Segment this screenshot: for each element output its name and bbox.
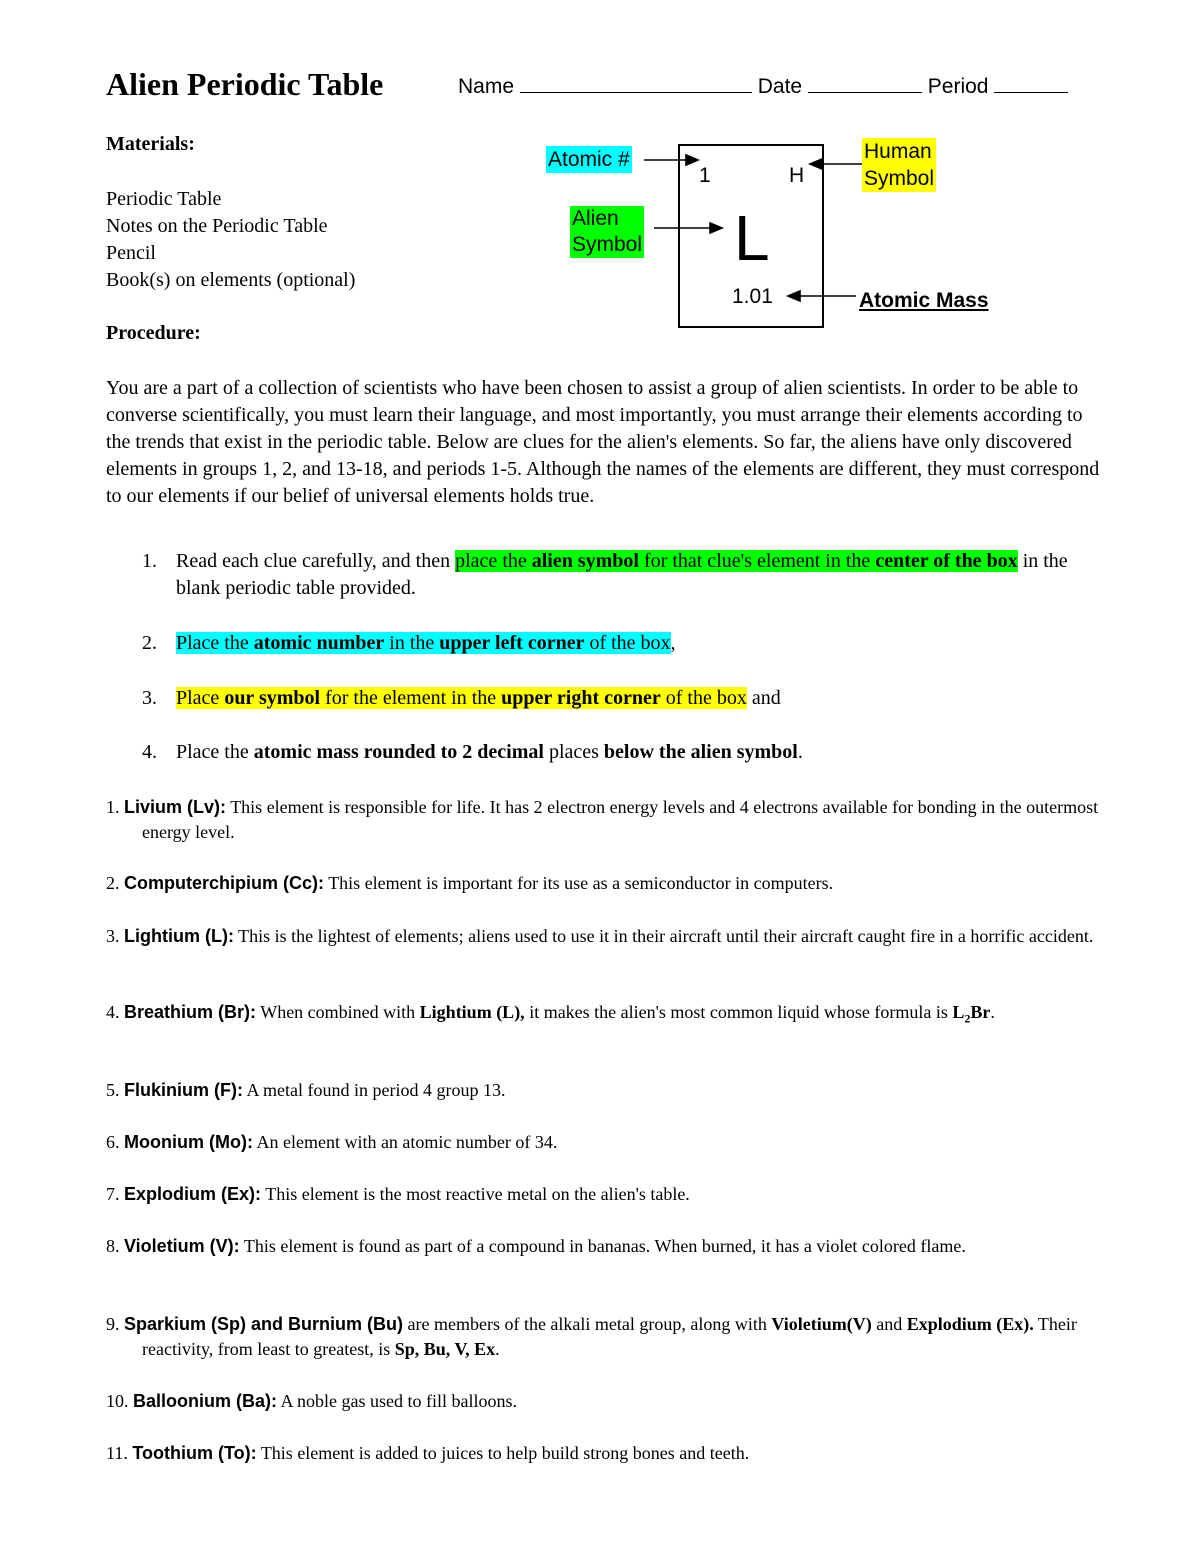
step-bold: atomic number [253, 632, 385, 654]
step-text-part: places [543, 741, 604, 763]
pointer-arrows [540, 136, 1020, 336]
clue-number: 5. [106, 1080, 120, 1100]
step-text-part: place the [455, 550, 532, 572]
step-text-part: Place the [176, 741, 254, 763]
alien-symbol-label-line2: Symbol [572, 233, 643, 256]
procedure-heading: Procedure: [106, 322, 201, 344]
clue-item [106, 795, 1106, 845]
clue-item [106, 1078, 1106, 1103]
clue-number: 6. [106, 1132, 120, 1152]
clue-text [106, 1312, 1106, 1362]
clue-bold: Sp, Bu, V, Ex [394, 1339, 496, 1359]
clue-description: and [871, 1314, 907, 1334]
clue-number: 4. [106, 1002, 120, 1022]
step-text-part: of the box [584, 632, 671, 654]
step-text-part: . [797, 741, 803, 763]
clue-text [106, 1078, 1106, 1103]
clue-number: 9. [106, 1314, 120, 1334]
box-atomic-mass: 1.01 [732, 285, 773, 308]
formula [952, 1002, 991, 1026]
clue-description: When combined with [260, 1002, 420, 1022]
step-bold: our symbol [224, 687, 321, 709]
list-item: Notes on the Periodic Table [106, 215, 328, 237]
step-text-part: , [670, 632, 676, 654]
clue-description: This element is added to juices to help build strong bones and teeth. [260, 1443, 750, 1463]
clue-element-name: Sparkium (Sp) and Burnium (Bu) [124, 1314, 403, 1334]
step-text-part: in the blank periodic table provided. [176, 550, 1068, 599]
list-item: Book(s) on elements (optional) [106, 269, 356, 291]
step-highlight [176, 687, 747, 709]
human-symbol-label-line1: Human [864, 140, 932, 163]
clue-description: This element is important for its use as a semiconductor in computers. [328, 873, 834, 893]
step-text-part: for the element in the [320, 687, 502, 709]
clue-element-name: Moonium (Mo): [124, 1132, 253, 1152]
clue-number: 10. [106, 1391, 129, 1411]
step-number: 3. [142, 687, 157, 709]
atomic-mass-label: Atomic Mass [859, 289, 989, 312]
step-number: 1. [142, 550, 157, 572]
header-fields [458, 73, 1068, 101]
clue-description: This element is responsible for life. It has 2 electron energy levels and 4 electrons available for bonding in the outermost energy level. [142, 797, 1099, 842]
step-highlight [455, 550, 1018, 572]
clue-description: . [495, 1339, 500, 1359]
step-text-part: Read each clue carefully, and then [176, 550, 456, 572]
name-label: Name [458, 75, 515, 98]
clue-text [106, 1000, 1106, 1032]
clue-item [106, 1389, 1106, 1414]
step-text [176, 630, 1101, 657]
step-text-part: for that clue's element in the [639, 550, 876, 572]
arrow-head [710, 223, 722, 233]
box-human-symbol: H [789, 164, 805, 187]
clue-description: This element is the most reactive metal on the alien's table. [265, 1184, 690, 1204]
page-title: Alien Periodic Table [106, 66, 384, 102]
clue-description: it makes the alien's most common liquid whose formula is [524, 1002, 953, 1022]
clue-item [106, 1441, 1106, 1466]
clue-number: 1. [106, 797, 120, 817]
clue-element-name: Violetium (V): [124, 1236, 240, 1256]
clue-description: This is the lightest of elements; aliens used to use it in their aircraft until their aircraft caught fire in a horrific accident. [238, 926, 1094, 946]
step-text-part: Place the [176, 632, 254, 654]
clue-text [106, 1389, 1106, 1414]
step-text-part: of the box [660, 687, 747, 709]
materials-list [106, 186, 355, 294]
step-number: 2. [142, 632, 157, 654]
clue-text [106, 924, 1106, 949]
clue-item [106, 924, 1106, 949]
clue-description: A metal found in period 4 group 13. [246, 1080, 506, 1100]
step-text-part: and [746, 687, 781, 709]
clue-bold: Violetium(V) [771, 1314, 872, 1334]
clue-item [106, 1130, 1106, 1155]
clue-item [106, 1312, 1106, 1362]
clue-element-name: Toothium (To): [132, 1443, 257, 1463]
clue-text [106, 1234, 1106, 1259]
step-highlight [176, 632, 671, 654]
clue-element-name: Explodium (Ex): [124, 1184, 262, 1204]
clue-element-name: Lightium (L): [124, 926, 234, 946]
clue-item [106, 1000, 1106, 1032]
list-item: Pencil [106, 242, 156, 264]
clue-element-name: Flukinium (F): [124, 1080, 243, 1100]
clue-element-name: Computerchipium (Cc): [124, 873, 324, 893]
clue-number: 7. [106, 1184, 120, 1204]
clue-description: are members of the alkali metal group, along with [403, 1314, 772, 1334]
clue-element-name: Breathium (Br): [124, 1002, 257, 1022]
clue-text [106, 1441, 1106, 1466]
clue-description: This element is found as part of a compound in bananas. When burned, it has a violet colored flame. [243, 1236, 966, 1256]
clue-description: A noble gas used to fill balloons. [280, 1391, 517, 1411]
step-bold: center of the box [875, 550, 1018, 572]
step-text-part: in the [384, 632, 440, 654]
clue-item [106, 871, 1106, 896]
formula-part: Br [970, 1002, 991, 1022]
clue-description: . [990, 1002, 995, 1022]
step-bold: alien symbol [531, 550, 639, 572]
clue-text [106, 1130, 1106, 1155]
step-text [176, 548, 1101, 602]
clue-number: 8. [106, 1236, 120, 1256]
element-key-diagram [540, 136, 1020, 336]
clue-number: 3. [106, 926, 120, 946]
period-blank[interactable] [994, 74, 1068, 93]
step-bold: atomic mass rounded to 2 decimal [253, 741, 544, 763]
clue-number: 2. [106, 873, 120, 893]
procedure-intro: You are a part of a collection of scientists who have been chosen to assist a group of alien scientists. In order to be able to converse scientifically, you must learn their language, and most importantly, you must arrange their elements according to the trends that exist in the periodic table. Below are clues for the alien's elements. So far, the aliens have only discovered elements in groups 1, 2, and 13-18, and periods 1-5. Although the names of the elements are different, they must correspond to our elements if our belief of universal elements holds true. [106, 377, 1100, 507]
box-atomic-number: 1 [699, 164, 711, 187]
clue-item [106, 1182, 1106, 1207]
step-bold: below the alien symbol [603, 741, 798, 763]
human-symbol-label-line2: Symbol [864, 167, 935, 190]
step-text [176, 739, 1101, 766]
clue-element-name: Balloonium (Ba): [133, 1391, 277, 1411]
step-bold: upper right corner [501, 687, 661, 709]
date-blank[interactable] [808, 74, 922, 93]
alien-symbol-label-line1: Alien [572, 207, 619, 230]
clue-description: Their reactivity, from least to greatest, is [142, 1314, 1077, 1359]
formula-part: L [952, 1002, 965, 1022]
clue-text [106, 795, 1106, 845]
period-label: Period [927, 75, 989, 98]
clue-bold: Explodium (Ex). [906, 1314, 1034, 1334]
formula-subscript: 2 [964, 1011, 971, 1026]
clue-number: 11. [106, 1443, 128, 1463]
arrow-head [810, 159, 822, 169]
step-number: 4. [142, 741, 157, 763]
arrow-head [788, 291, 800, 301]
name-blank[interactable] [520, 74, 752, 93]
atomic-number-label: Atomic # [548, 148, 630, 171]
clue-element-name: Livium (Lv): [124, 797, 226, 817]
clue-text [106, 1182, 1106, 1207]
clue-item [106, 1234, 1106, 1259]
clue-description: An element with an atomic number of 34. [256, 1132, 558, 1152]
box-alien-symbol: L [734, 202, 770, 274]
step-text [176, 685, 1101, 712]
arrow-head [686, 155, 698, 165]
clue-text [106, 871, 1106, 896]
step-text-part: Place [176, 687, 225, 709]
date-label: Date [757, 75, 803, 98]
materials-heading: Materials: [106, 133, 195, 155]
step-bold: upper left corner [439, 632, 585, 654]
list-item: Periodic Table [106, 188, 222, 210]
clue-bold: Lightium (L), [419, 1002, 525, 1022]
